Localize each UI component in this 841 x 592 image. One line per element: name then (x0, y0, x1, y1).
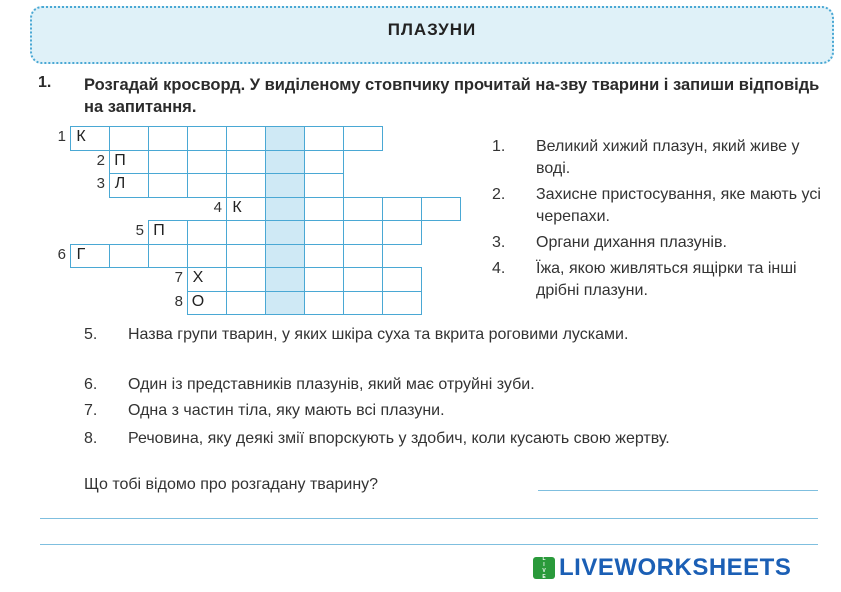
crossword-cell[interactable] (109, 244, 149, 269)
crossword-row-number: 2 (96, 151, 105, 169)
crossword-cell[interactable] (187, 150, 227, 175)
logo-badge-icon: L I V E (533, 557, 555, 579)
clue-text: Одна з частин тіла, яку мають всі плазуни. (128, 402, 445, 419)
crossword-cell[interactable] (304, 126, 344, 151)
crossword-cell[interactable] (187, 244, 227, 269)
crossword-letter: П (153, 222, 165, 239)
clue-text: Їжа, якою живляться ящірки та інші дрібні плазуни. (536, 260, 797, 299)
crossword-cell[interactable] (226, 150, 266, 175)
crossword-row-number: 4 (213, 198, 222, 216)
crossword-row-number: 1 (57, 128, 66, 145)
crossword-cell[interactable] (304, 220, 344, 245)
crossword-cell[interactable] (226, 173, 266, 198)
liveworksheets-logo (533, 554, 791, 582)
crossword-letter: П (114, 151, 126, 169)
crossword-cell[interactable] (421, 197, 461, 222)
crossword-cell[interactable] (343, 244, 383, 269)
crossword-cell[interactable] (343, 267, 383, 292)
question-text: Що тобі відомо про розгадану тварину? (84, 476, 379, 493)
clue-number: 2. (492, 186, 506, 203)
crossword-letter: Х (192, 269, 204, 286)
crossword-letter: Л (114, 175, 126, 192)
crossword-cell[interactable] (304, 173, 344, 198)
crossword-cell-highlighted[interactable] (265, 197, 305, 222)
clue-number: 8. (84, 430, 98, 447)
logo-text: LIVEWORKSHEETS (559, 554, 792, 581)
clue-number: 6. (84, 376, 98, 393)
crossword-cell[interactable] (148, 126, 188, 151)
crossword-cell[interactable] (148, 150, 188, 175)
crossword-cell[interactable] (109, 126, 149, 151)
crossword-cell[interactable] (343, 220, 383, 245)
crossword-cell-highlighted[interactable] (265, 291, 305, 316)
crossword-cell-highlighted[interactable] (265, 220, 305, 245)
crossword-cell[interactable] (187, 126, 227, 151)
crossword-cell[interactable] (148, 244, 188, 269)
crossword-cell-highlighted[interactable] (265, 126, 305, 151)
clue-text: Назва групи тварин, у яких шкіра суха та вкрита роговими лусками. (128, 326, 629, 343)
crossword-letter: О (191, 292, 205, 310)
clue-text: Один із представників плазунів, який має отруйні зуби. (128, 376, 535, 393)
crossword-row-number: 5 (135, 222, 144, 239)
answer-line[interactable] (538, 490, 818, 491)
crossword-cell[interactable] (226, 291, 266, 316)
crossword-cell[interactable] (226, 244, 266, 269)
crossword-cell[interactable] (304, 291, 344, 316)
clue-number: 1. (492, 138, 506, 155)
crossword-cell[interactable] (226, 126, 266, 151)
crossword-cell[interactable] (382, 267, 422, 292)
crossword-cell[interactable] (304, 267, 344, 292)
crossword-cell[interactable] (382, 197, 422, 222)
crossword-cell[interactable] (226, 267, 266, 292)
crossword-letter: К (76, 128, 86, 145)
crossword-cell[interactable] (187, 220, 227, 245)
crossword-letter: Г (76, 245, 86, 263)
answer-line[interactable] (40, 518, 818, 519)
crossword-cell[interactable] (226, 220, 266, 245)
crossword-cell-highlighted[interactable] (265, 267, 305, 292)
clue-number: 5. (84, 326, 98, 343)
crossword-cell[interactable] (382, 291, 422, 316)
crossword-row-number: 7 (174, 269, 183, 286)
crossword-cell[interactable] (148, 173, 188, 198)
crossword-letter: К (232, 198, 242, 216)
crossword-row-number: 8 (174, 292, 183, 310)
crossword-cell[interactable] (343, 197, 383, 222)
crossword-cell[interactable] (304, 244, 344, 269)
answer-line[interactable] (40, 544, 818, 545)
task-number: 1. (38, 74, 52, 91)
crossword-cell[interactable] (304, 150, 344, 175)
crossword-cell-highlighted[interactable] (265, 244, 305, 269)
clue-number: 4. (492, 260, 506, 277)
task-instruction: Розгадай кросворд. У виділеному стовпчику прочитай на-зву тварини і запиши відповідь на запитання. (84, 76, 820, 116)
page-title: ПЛАЗУНИ (387, 20, 477, 39)
title-banner (30, 6, 834, 64)
crossword-cell-highlighted[interactable] (265, 150, 305, 175)
crossword-cell[interactable] (343, 126, 383, 151)
clue-text: Великий хижий плазун, який живе у воді. (536, 138, 800, 177)
crossword-cell[interactable] (343, 291, 383, 316)
crossword-row-number: 6 (57, 245, 66, 263)
crossword-cell[interactable] (304, 197, 344, 222)
crossword-cell[interactable] (382, 220, 422, 245)
clue-number: 7. (84, 402, 98, 419)
clue-text: Органи дихання плазунів. (536, 234, 727, 251)
crossword-cell-highlighted[interactable] (265, 173, 305, 198)
clue-number: 3. (492, 234, 506, 251)
crossword-cell[interactable] (187, 173, 227, 198)
clue-text: Захисне пристосування, яке мають усі черепахи. (536, 186, 821, 225)
crossword-row-number: 3 (96, 175, 105, 192)
clue-text: Речовина, яку деякі змії впорскують у здобич, коли кусають свою жертву. (128, 430, 670, 447)
